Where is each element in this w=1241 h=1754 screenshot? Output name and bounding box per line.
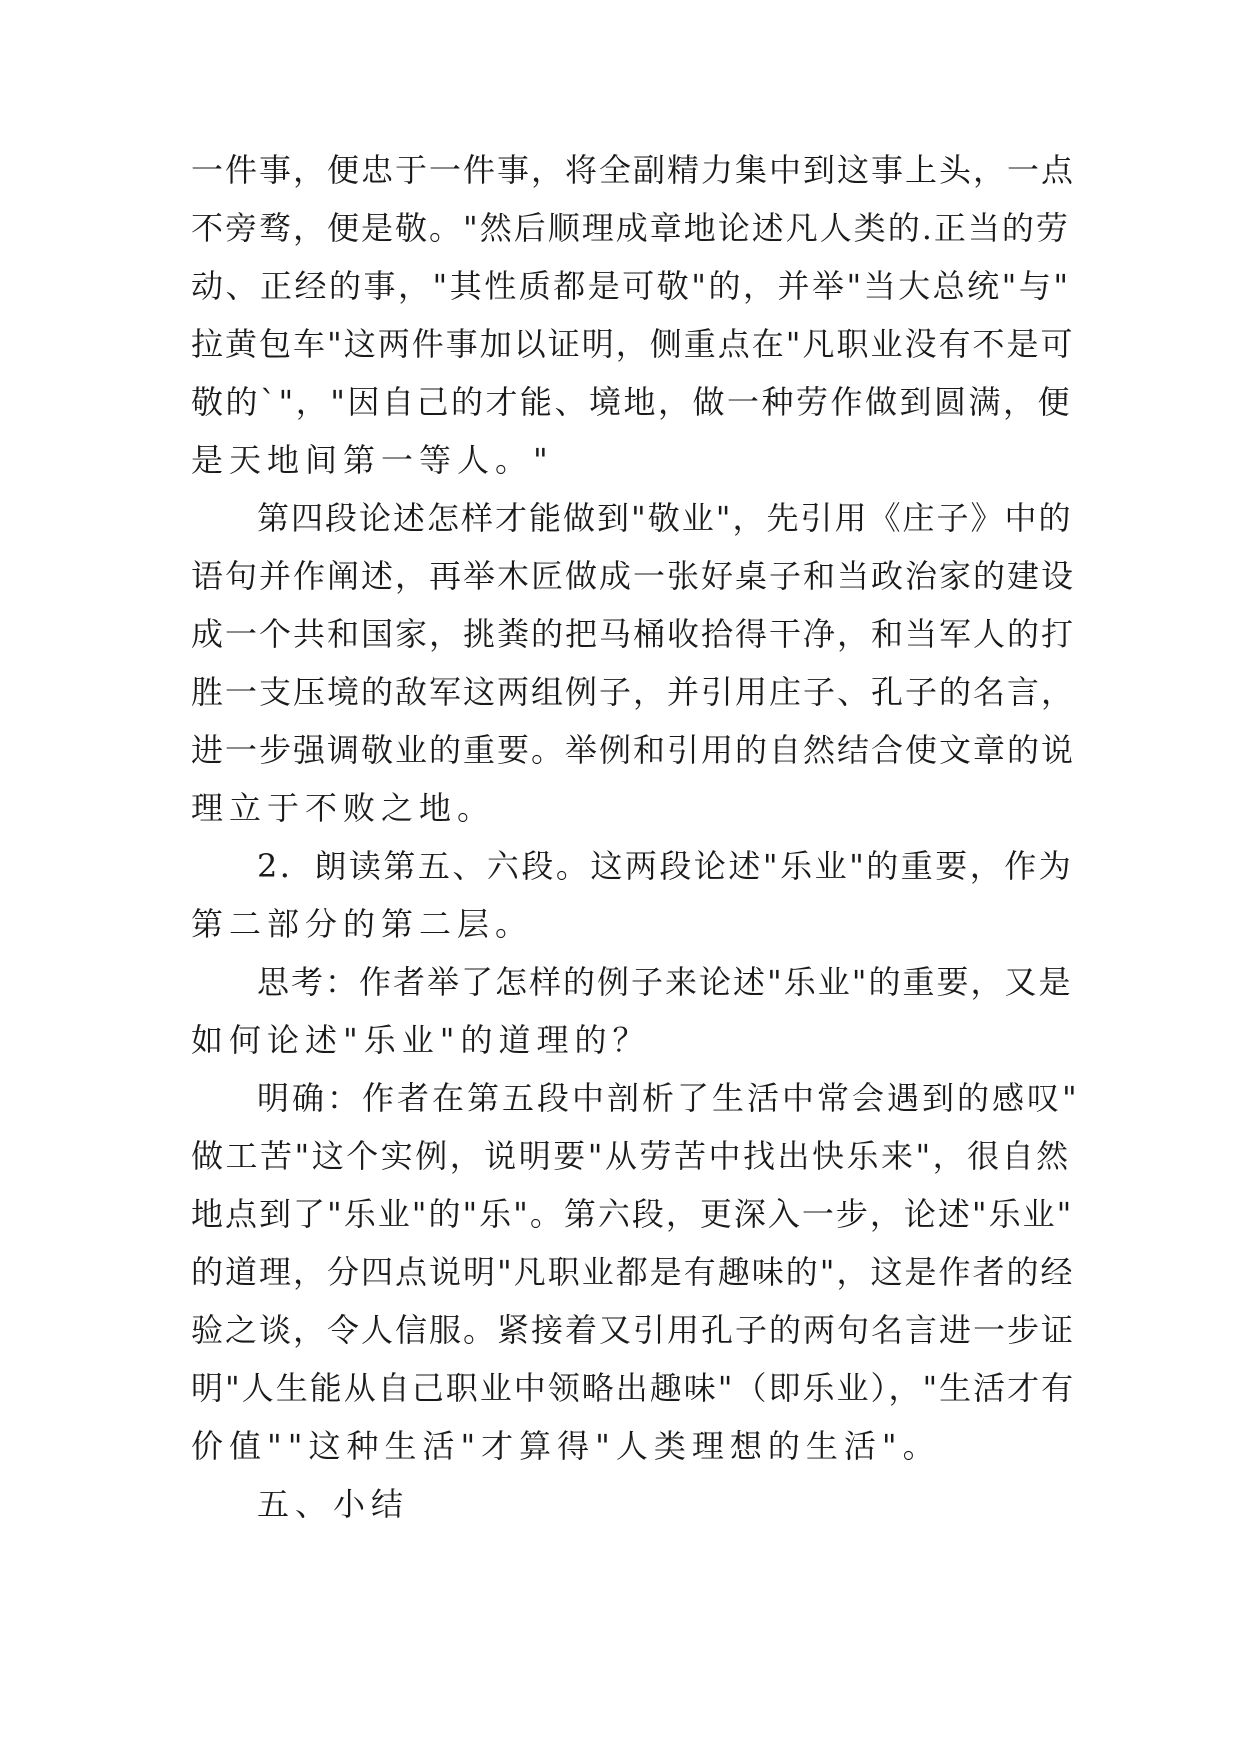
section-heading: 五、小结 <box>257 1485 410 1523</box>
text-line-22: 明"人生能从自己职业中领略出趣味"（即乐业），"生活才有 <box>191 1369 1076 1407</box>
text-line-17: 明确：作者在第五段中剖析了生活中常会遇到的感叹" <box>257 1079 1080 1117</box>
text-line-10: 胜一支压境的敌军这两组例子，并引用庄子、孔子的名言， <box>191 673 1076 711</box>
text-line-6: 是天地间第一等人。" <box>191 441 554 479</box>
text-line-23: 价值""这种生活"才算得"人类理想的生活"。 <box>191 1427 941 1465</box>
text-line-15: 思考：作者举了怎样的例子来论述"乐业"的重要，又是 <box>257 963 1073 1001</box>
text-line-5: 敬的`"，"因自己的才能、境地，做一种劳作做到圆满，便 <box>191 383 1072 421</box>
text-line-18: 做工苦"这个实例，说明要"从劳苦中找出快乐来"，很自然 <box>191 1137 1071 1175</box>
text-line-7: 第四段论述怎样才能做到"敬业"，先引用《庄子》中的 <box>257 499 1073 537</box>
text-line-21: 验之谈，令人信服。紧接着又引用孔子的两句名言进一步证 <box>191 1311 1076 1349</box>
text-line-19: 地点到了"乐业"的"乐"。第六段，更深入一步，论述"乐业" <box>191 1195 1074 1233</box>
text-line-11: 进一步强调敬业的重要。举例和引用的自然结合使文章的说 <box>191 731 1076 769</box>
text-line-12: 理立于不败之地。 <box>191 789 496 827</box>
text-line-8: 语句并作阐述，再举木匠做成一张好桌子和当政治家的建设 <box>191 557 1076 595</box>
text-line-1: 一件事，便忠于一件事，将全副精力集中到这事上头，一点 <box>191 151 1076 189</box>
text-line-4: 拉黄包车"这两件事加以证明，侧重点在"凡职业没有不是可 <box>191 325 1075 363</box>
text-line-2: 不旁骛，便是敬。"然后顺理成章地论述凡人类的.正当的劳 <box>191 209 1070 247</box>
text-line-3: 动、正经的事，"其性质都是可敬"的，并举"当大总统"与" <box>191 267 1071 305</box>
text-line-20: 的道理，分四点说明"凡职业都是有趣味的"，这是作者的经 <box>191 1253 1075 1291</box>
text-line-13: 2．朗读第五、六段。这两段论述"乐业"的重要，作为 <box>257 847 1074 885</box>
text-line-14: 第二部分的第二层。 <box>191 905 534 943</box>
text-line-9: 成一个共和国家，挑粪的把马桶收拾得干净，和当军人的打 <box>191 615 1076 653</box>
text-line-16: 如何论述"乐业"的道理的？ <box>191 1021 651 1059</box>
